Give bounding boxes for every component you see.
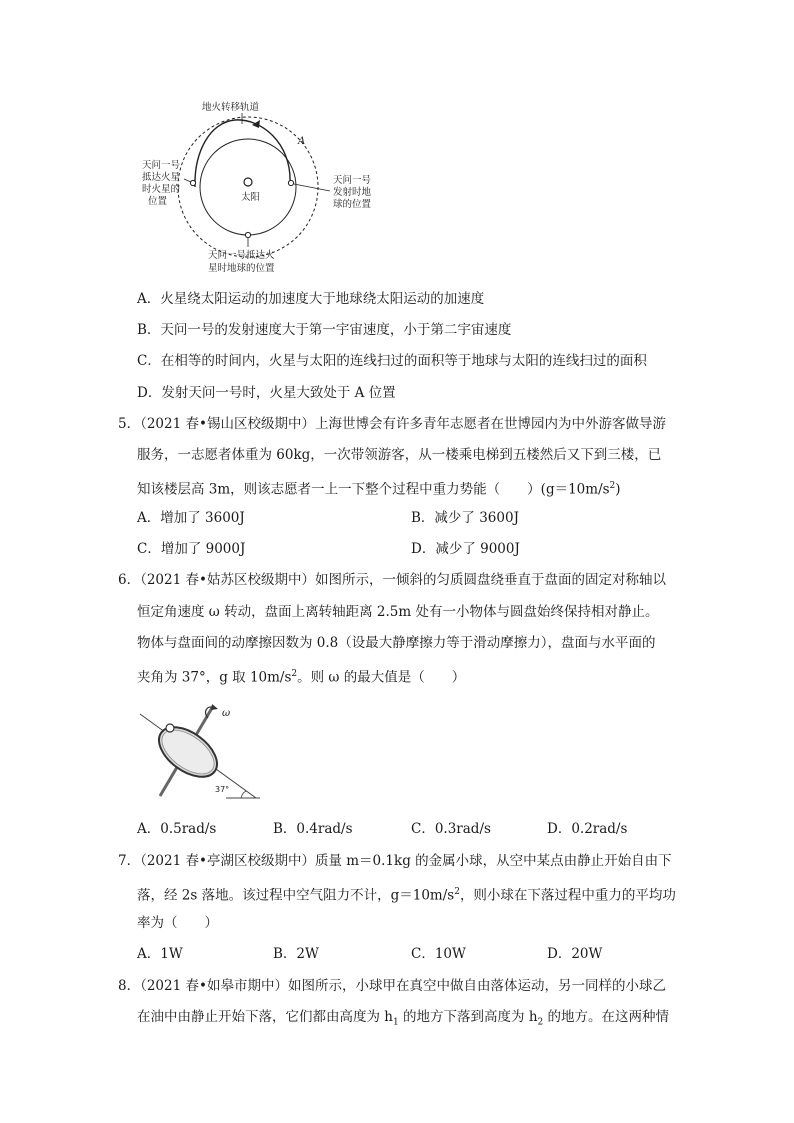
q6-option-b: B．0.4rad/s (273, 821, 353, 837)
q5-line-3-sup: 2 (609, 481, 616, 491)
q6-line-4-sup: 2 (291, 669, 298, 679)
q4-option-d: D．发射天问一号时，火星大致处于 A 位置 (137, 385, 396, 401)
q5-option-c: C．增加了 9000J (137, 541, 246, 557)
q7-line-2 (137, 883, 676, 905)
q7-line-3: 率为（ ） (137, 915, 218, 931)
q7-option-c: C．10W (411, 946, 466, 962)
mars-arrival-point (190, 180, 195, 185)
omega-label: ω (222, 708, 231, 719)
q5-line-3 (137, 477, 621, 499)
earth-arrival-point (245, 232, 250, 237)
q7-line-2-text: 落，经 2s 落地。该过程中空气阻力不计，g＝10m/s (137, 887, 455, 904)
mars-arrival-label-4: 位置 (148, 196, 168, 207)
q7-line-2-sup: 2 (454, 887, 460, 897)
q6-option-d: D．0.2rad/s (547, 821, 628, 837)
q5-line-3-text: 知该楼层高 3m，则该志愿者一上一下整个过程中重力势能（ ）(g＝10m/s (137, 481, 610, 498)
transfer-orbit (195, 120, 290, 187)
mars-arrival-label-3: 时火星的 (142, 184, 181, 195)
earth-orbit (200, 139, 296, 235)
q5-option-a: A．增加了 3600J (137, 510, 245, 526)
mars-arrival-label-2: 抵达火星 (142, 172, 181, 183)
q5-line-2: 服务，一志愿者体重为 60kg，一次带领游客，从一楼乘电梯到五楼然后又下到三楼，已 (137, 447, 662, 463)
sun-dot (244, 178, 252, 186)
q7-line-2-end: ，则小球在下落过程中重力的平均功 (459, 887, 676, 904)
q8-line-2-end: 的地方。在这两种情 (543, 1009, 670, 1025)
launch-label-3: 球的位置 (333, 199, 372, 210)
orbit-diagram (130, 92, 390, 282)
q5-line-1: 5．（2021 春•锡山区校级期中）上海世博会有许多青年志愿者在世博园内为中外游客做导游 (118, 416, 666, 432)
launch-label-1: 天问一号 (333, 175, 372, 186)
point-a-label: A (298, 136, 306, 147)
q6-line-4-text: 夹角为 37°，g 取 10m/s (137, 669, 292, 686)
transfer-orbit-arrow (252, 120, 260, 128)
q7-option-d: D．20W (547, 946, 603, 962)
q5-option-d: D．减少了 9000J (411, 541, 520, 557)
angle-label: 37° (215, 785, 230, 794)
earth-arrival-label-1: 天问一号抵达火 (208, 250, 275, 261)
q7-option-b: B．2W (273, 946, 319, 962)
q6-line-4-end: 。则 ω 的最大值是（ ） (297, 669, 466, 686)
q4-option-a: A．火星绕太阳运动的加速度大于地球绕太阳运动的加速度 (137, 291, 485, 307)
q5-line-3-end: ) (615, 481, 621, 498)
q5-option-b: B．减少了 3600J (411, 510, 519, 526)
q8-line-2 (137, 1008, 669, 1032)
q8-line-2-mid: 的地方下落到高度为 h (398, 1009, 538, 1025)
q6-line-4 (137, 665, 465, 687)
q4-option-b: B．天问一号的发射速度大于第一宇宙速度，小于第二宇宙速度 (137, 322, 512, 338)
launch-earth-point (288, 180, 293, 185)
q8-line-2-sub2: 2 (537, 1017, 544, 1028)
q4-option-c: C．在相等的时间内，火星与太阳的连线扫过的面积等于地球与太阳的连线扫过的面积 (137, 353, 647, 369)
launch-label-2: 发射时地 (333, 187, 372, 198)
q7-option-a: A．1W (137, 946, 183, 962)
q8-line-2-sub1: 1 (393, 1017, 399, 1028)
transfer-orbit-label: 地火转移轨道 (202, 102, 260, 113)
q6-line-1: 6．（2021 春•姑苏区校级期中）如图所示，一倾斜的匀质圆盘绕垂直于盘面的固定对称轴以 (118, 572, 666, 588)
q8-line-1: 8．（2021 春•如皋市期中）如图所示，小球甲在真空中做自由落体运动，另一同样的小球乙 (118, 978, 666, 994)
q6-option-a: A．0.5rad/s (137, 821, 217, 837)
mars-arrival-label-1: 天问一号 (142, 160, 181, 171)
q6-line-3: 物体与盘面间的动摩擦因数为 0.8（设最大静摩擦力等于滑动摩擦力），盘面与水平面的 (137, 635, 656, 651)
sun-label: 太阳 (241, 192, 261, 203)
q6-line-2: 恒定角速度 ω 转动，盘面上离转轴距离 2.5m 处有一小物体与圆盘始终保持相对静止。 (137, 604, 659, 620)
q7-line-1: 7．（2021 春•亭湖区校级期中）质量 m＝0.1kg 的金属小球，从空中某点由静止开始自由下 (118, 853, 672, 869)
q8-line-2-text: 在油中由静止开始下落，它们都由高度为 h (137, 1009, 393, 1025)
small-object (166, 724, 174, 732)
tilted-disk-figure (138, 700, 263, 805)
q6-option-c: C．0.3rad/s (411, 821, 491, 837)
earth-arrival-label-2: 星时地球的位置 (208, 263, 275, 274)
